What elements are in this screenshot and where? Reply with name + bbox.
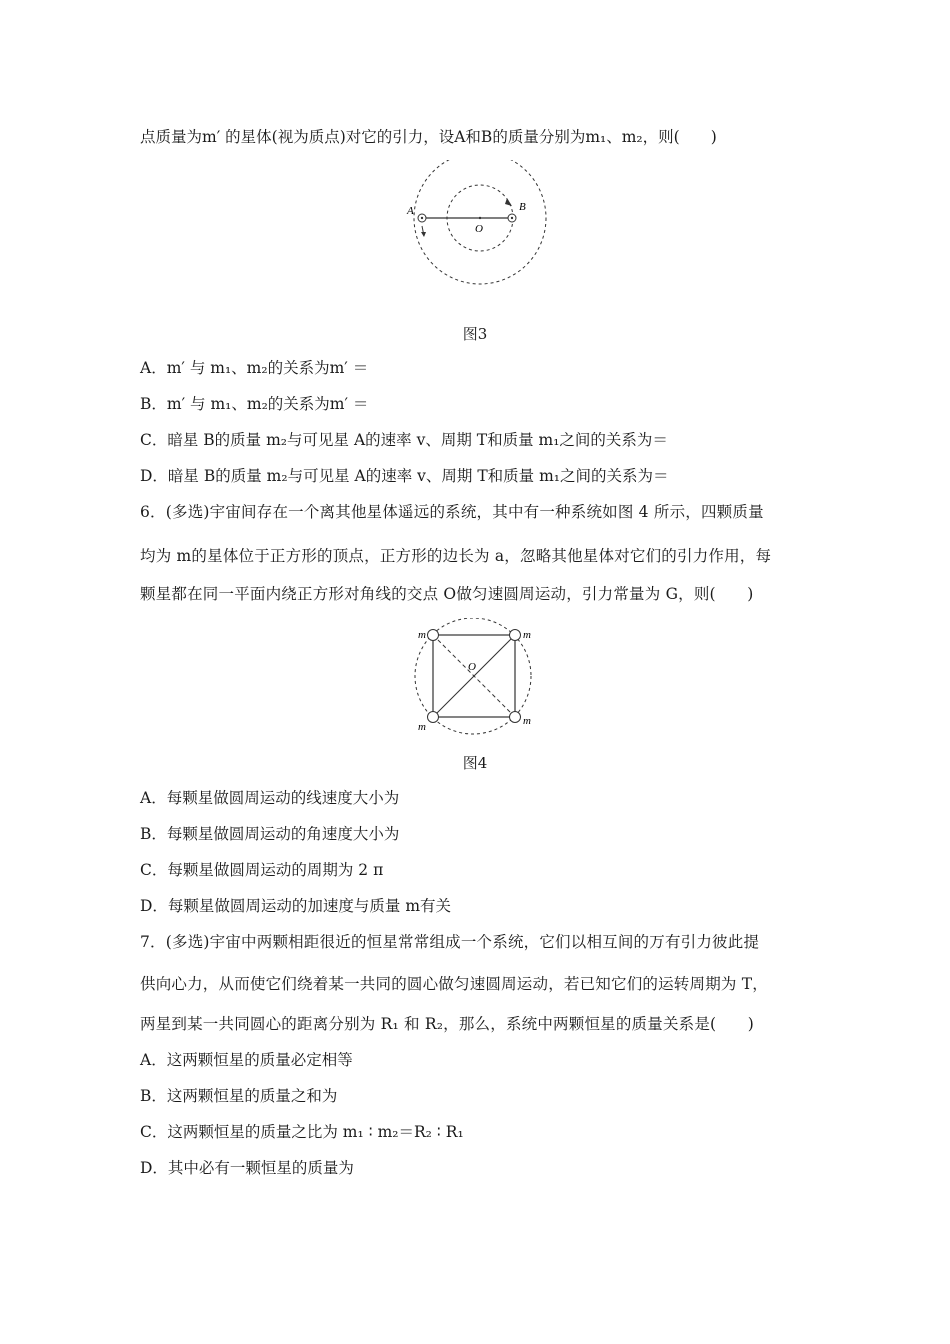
fig4-center-label: O	[468, 661, 476, 673]
outer-orbit	[414, 160, 546, 284]
q5-option-b: B．m′ 与 m₁、m₂的关系为m′ ＝	[140, 395, 369, 413]
figure4-caption: 图4	[462, 754, 488, 772]
fig4-mass-label-tl: m	[418, 629, 426, 641]
q6-option-c: C．每颗星做圆周运动的周期为 2 π	[140, 861, 384, 879]
q6-option-b: B．每颗星做圆周运动的角速度大小为	[140, 825, 400, 843]
center-o	[479, 217, 481, 219]
fig3-label-o: O	[475, 223, 483, 235]
fig3-label-a: A	[407, 205, 414, 217]
q7-stem-line-2: 供向心力，从而使它们绕着某一共同的圆心做匀速圆周运动，若已知它们的运转周期为 T，	[140, 975, 768, 993]
q5-option-c: C．暗星 B的质量 m₂与可见星 A的速率 v、周期 T和质量 m₁之间的关系为＝	[140, 431, 668, 449]
q7-stem-line-3: 两星到某一共同圆心的距离分别为 R₁ 和 R₂，那么，系统中两颗恒星的质量关系是( )	[140, 1015, 754, 1033]
star-top-left	[428, 630, 439, 641]
fig4-mass-label-br: m	[523, 715, 531, 727]
q6-option-a: A．每颗星做圆周运动的线速度大小为	[140, 789, 400, 807]
q7-stem-line-1: 7．(多选)宇宙中两颗相距很近的恒星常常组成一个系统，它们以相互间的万有引力彼此提	[140, 933, 760, 951]
figure3-binary-star-orbits	[395, 160, 555, 310]
q6-stem-line-3: 颗星都在同一平面内绕正方形对角线的交点 O做匀速圆周运动，引力常量为 G，则( )	[140, 585, 754, 603]
orbit-arrow-b	[505, 198, 512, 206]
fig4-mass-label-bl: m	[418, 721, 426, 733]
q6-stem-line-1: 6．(多选)宇宙间存在一个离其他星体遥远的系统，其中有一种系统如图 4 所示，四颗质量	[140, 503, 764, 521]
fig3-label-b: B	[519, 201, 526, 213]
figure3-caption: 图3	[462, 325, 488, 343]
q7-option-d: D．其中必有一颗恒星的质量为	[140, 1159, 354, 1177]
star-top-right	[510, 630, 521, 641]
fig4-mass-label-tr: m	[523, 629, 531, 641]
q6-option-d: D．每颗星做圆周运动的加速度与质量 m有关	[140, 897, 452, 915]
q5-option-a: A．m′ 与 m₁、m₂的关系为m′ ＝	[140, 359, 369, 377]
figure4-four-star-square	[410, 618, 545, 736]
q7-option-b: B．这两颗恒星的质量之和为	[140, 1087, 338, 1105]
star-bottom-left	[428, 712, 439, 723]
q7-option-a: A．这两颗恒星的质量必定相等	[140, 1051, 353, 1069]
q6-stem-line-2: 均为 m的星体位于正方形的顶点，正方形的边长为 a，忽略其他星体对它们的引力作用，每	[140, 547, 772, 565]
q5-option-d: D．暗星 B的质量 m₂与可见星 A的速率 v、周期 T和质量 m₁之间的关系为＝	[140, 467, 669, 485]
star-bottom-right	[510, 712, 521, 723]
orbit-arrow-a	[421, 232, 426, 237]
question5-stem-line: 点质量为m′ 的星体(视为质点)对它的引力，设A和B的质量分别为m₁、m₂，则( )	[140, 128, 717, 146]
q7-option-c: C．这两颗恒星的质量之比为 m₁ ∶ m₂＝R₂ ∶ R₁	[140, 1123, 464, 1141]
